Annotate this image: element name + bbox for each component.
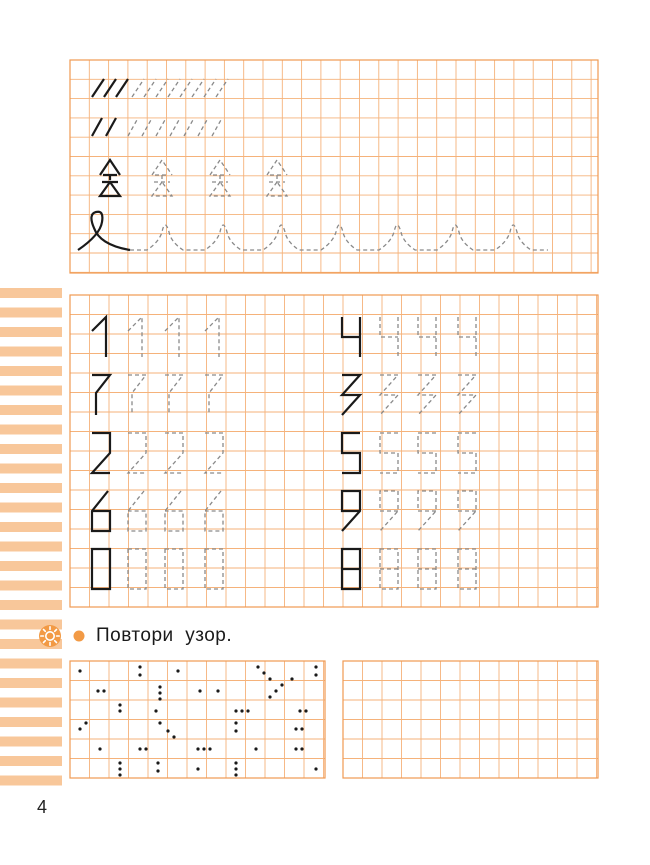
dot-pattern-icon (70, 661, 325, 778)
page-number: 4 (37, 797, 48, 817)
empty-grid-icon (343, 661, 598, 778)
instruction-row (38, 622, 232, 650)
pattern-tracing-icon (70, 60, 598, 273)
digits-grid (70, 295, 598, 607)
sun-icon (38, 624, 62, 648)
digit-tracing-icon (70, 295, 598, 607)
orange-dot-icon (72, 629, 86, 643)
empty-copy-grid (343, 661, 598, 778)
side-stripes-decoration (0, 288, 62, 788)
dot-pattern-grid (70, 661, 325, 778)
pattern-grid (70, 60, 598, 273)
instruction-text: Повтори узор. (96, 625, 233, 646)
stripes-icon (0, 288, 62, 788)
